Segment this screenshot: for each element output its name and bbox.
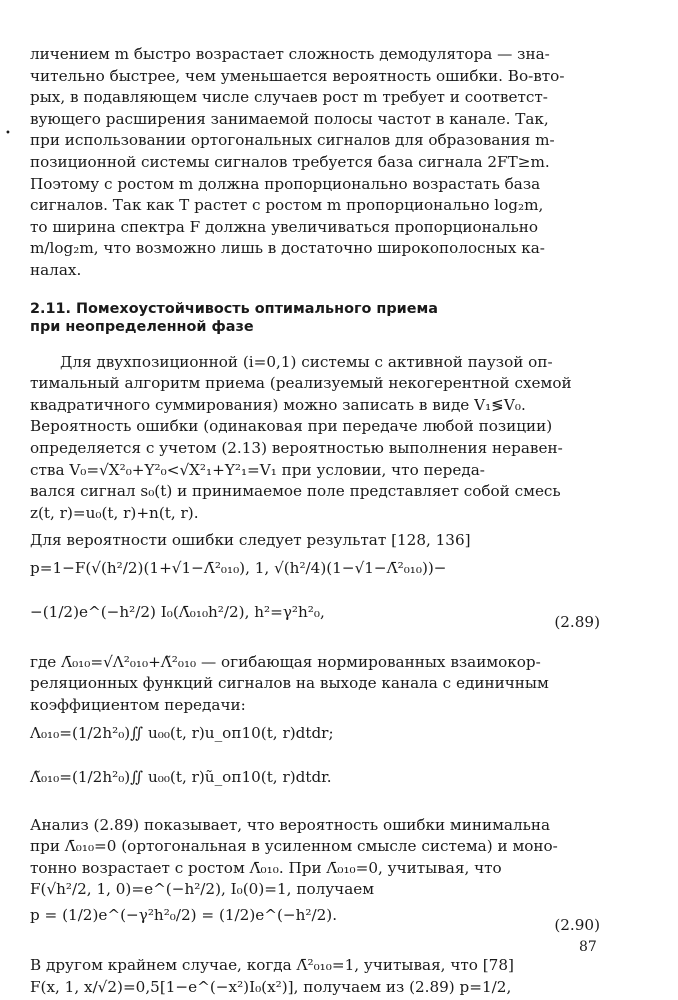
paragraph-two-position — [30, 352, 600, 525]
text-line: при Λ̄₀₁₀=0 (ортогональная в усиленном смысле система) и моно- — [30, 837, 558, 856]
paragraph-extreme-case — [30, 955, 600, 998]
text-line: тимальный алгоритм приема (реализуемый некогерентной схемой — [30, 374, 572, 393]
text-line: Анализ (2.89) показывает, что вероятность ошибки минимальна — [30, 815, 551, 834]
section-heading-line: при неопределенной фазе — [30, 318, 254, 335]
paragraph-intro — [30, 44, 600, 282]
text-line: квадратичного суммирования) можно записать в виде V₁≶V₀. — [30, 395, 526, 414]
section-heading-line: 2.11. Помехоустойчивость оптимального приема — [30, 300, 438, 317]
text-line: коэффициентом передачи: — [30, 696, 246, 715]
text-line: Для двухпозиционной (i=0,1) системы с активной паузой оп- — [60, 352, 553, 371]
equation-2-90 — [30, 905, 600, 949]
text-line: личением m быстро возрастает сложность демодулятора — зна- — [30, 45, 550, 63]
equation-number: (2.89) — [554, 612, 600, 631]
text-line: где Λ̄₀₁₀=√Λ²₀₁₀+Λ̃²₀₁₀ — огибающая нормированных взаимокор- — [30, 652, 541, 671]
text-line: сигналов. Так как T растет с ростом m пропорционально log₂m, — [30, 196, 544, 215]
stray-mark: • — [5, 128, 11, 139]
text-line: вующего расширения занимаемой полосы частот в канале. Так, — [30, 109, 549, 128]
equation-text: Λ₀₁₀=(1/2h²₀)∬ u₀₀(t, r)u_оп10(t, r)dtdr; — [30, 723, 334, 742]
equation-text: −(1/2)e^(−h²/2) I₀(Λ̄₀₁₀h²/2), h²=γ²h²₀, — [30, 602, 325, 621]
equation-lambda — [30, 723, 600, 767]
equation-text: p = (1/2)e^(−γ²h²₀/2) = (1/2)e^(−h²/2). — [30, 906, 338, 925]
text-line: налах. — [30, 260, 82, 279]
text-line: m/log₂m, что возможно лишь в достаточно широкополосных ка- — [30, 239, 545, 258]
text-line: тонно возрастает с ростом Λ̄₀₁₀. При Λ̄₀₁₀=0, учитывая, что — [30, 858, 502, 877]
equation-text: Λ̃₀₁₀=(1/2h²₀)∬ u₀₀(t, r)ũ_оп10(t, r)dtdr. — [30, 767, 332, 786]
text-line: при использовании ортогональных сигналов для образования m- — [30, 131, 555, 150]
text-line: вался сигнал s₀(t) и принимаемое поле представляет собой смесь — [30, 482, 561, 501]
equation-number: (2.90) — [554, 916, 600, 935]
text-line: рых, в подавляющем числе случаев рост m требует и соответст- — [30, 88, 548, 107]
text-line: ства V₀=√X²₀+Y²₀<√X²₁+Y²₁=V₁ при условии, что переда- — [30, 460, 485, 479]
text-line: z(t, r)=u₀(t, r)+n(t, r). — [30, 503, 199, 522]
paragraph-result-intro — [30, 530, 600, 552]
text-line: F(√h²/2, 1, 0)=e^(−h²/2), I₀(0)=1, получаем — [30, 880, 375, 899]
text-line: позиционной системы сигналов требуется база сигнала 2FT≥m. — [30, 152, 550, 171]
equation-text: p=1−F(√(h²/2)(1+√1−Λ̄²₀₁₀), 1, √(h²/4)(1−√1−Λ̄²₀₁₀))− — [30, 558, 447, 577]
page-number: 87 — [579, 939, 597, 955]
text-line: чительно быстрее, чем уменьшается вероятность ошибки. Во-вто- — [30, 66, 565, 85]
paragraph-envelope — [30, 652, 600, 717]
equation-2-89-line2 — [30, 602, 600, 646]
text-line: Для вероятности ошибки следует результат [128, 136] — [30, 531, 471, 550]
text-line: В другом крайнем случае, когда Λ̄²₀₁₀=1, учитывая, что [78] — [30, 956, 514, 975]
equation-lambda-tilde — [30, 767, 600, 811]
equation-2-89-line1 — [30, 558, 600, 602]
paragraph-analysis — [30, 815, 600, 901]
section-heading — [30, 300, 600, 336]
text-line: то ширина спектра F должна увеличиваться пропорционально — [30, 217, 539, 236]
text-line: определяется с учетом (2.13) вероятностью выполнения неравен- — [30, 438, 563, 457]
text-line: Вероятность ошибки (одинаковая при передаче любой позиции) — [30, 417, 553, 436]
text-line: Поэтому с ростом m должна пропорционально возрастать база — [30, 174, 541, 193]
page-body — [30, 44, 600, 998]
text-line: F(x, 1, x/√2)=0,5[1−e^(−x²)I₀(x²)], получаем из (2.89) p=1/2, — [30, 977, 512, 996]
text-line: реляционных функций сигналов на выходе канала с единичным — [30, 674, 549, 693]
